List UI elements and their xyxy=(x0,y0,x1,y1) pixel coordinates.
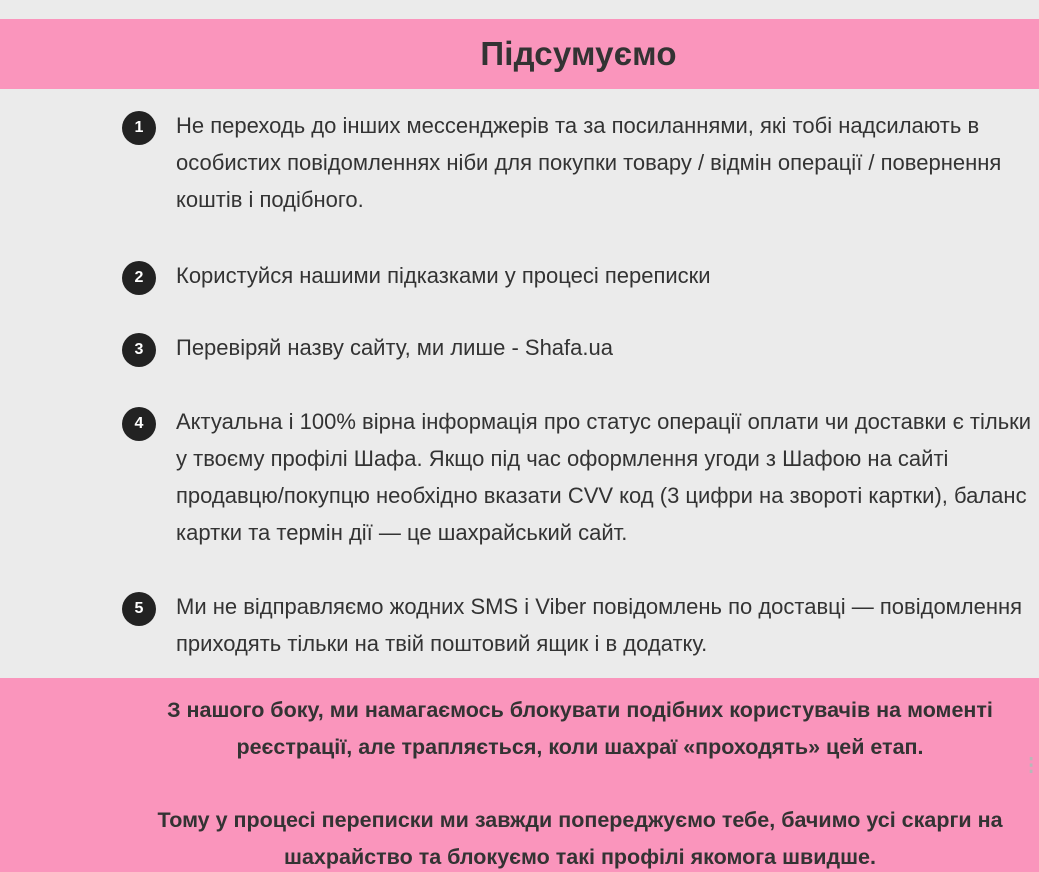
footer-paragraph-1: З нашого боку, ми намагаємось блокувати подібних користувачів на моменті реєстрації, але трапляється, коли шахраї «проходять» цей етап. xyxy=(167,698,993,759)
tip-text: Не переходь до інших мессенджерів та за посиланнями, які тобі надсилають в особистих повідомленнях ніби для покупки товару / відмін операції / повернення коштів і подібного. xyxy=(176,113,1002,212)
number-badge: 4 xyxy=(122,407,156,441)
number-badge: 1 xyxy=(122,111,156,145)
tip-text: Перевіряй назву сайту, ми лише - Shafa.ua xyxy=(176,335,613,360)
tip-item-5 xyxy=(122,588,1032,662)
number-badge: 3 xyxy=(122,333,156,367)
tip-item-1 xyxy=(122,107,1032,218)
tip-item-3 xyxy=(122,329,1032,367)
tip-text: Ми не відправляємо жодних SMS і Viber повідомлень по доставці — повідомлення приходять тільки на твій поштовий ящик і в додатку. xyxy=(176,594,1023,656)
page-title: Підсумуємо xyxy=(480,35,677,72)
tip-text: Актуальна і 100% вірна інформація про статус операції оплати чи доставки є тільки у твоєму профілі Шафа. Якщо під час оформлення угоди з Шафою на сайті продавцю/покупцю необхідно вказати CVV код (3 цифри на звороті картки), баланс картки та термін дії — це шахрайський сайт. xyxy=(176,409,1032,545)
edge-fragment: ⁝ xyxy=(1027,750,1036,780)
number-badge: 2 xyxy=(122,261,156,295)
footer-banner xyxy=(0,678,1039,872)
tip-text: Користуйся нашими підказками у процесі переписки xyxy=(176,263,711,288)
summary-header-banner xyxy=(0,19,1039,89)
number-badge: 5 xyxy=(122,592,156,626)
tip-item-4 xyxy=(122,403,1032,551)
footer-paragraph-2: Тому у процесі переписки ми завжди попереджуємо тебе, бачимо усі скарги на шахрайство та блокуємо такі профілі якомога швидше. xyxy=(157,808,1003,869)
tip-item-2 xyxy=(122,257,1032,295)
